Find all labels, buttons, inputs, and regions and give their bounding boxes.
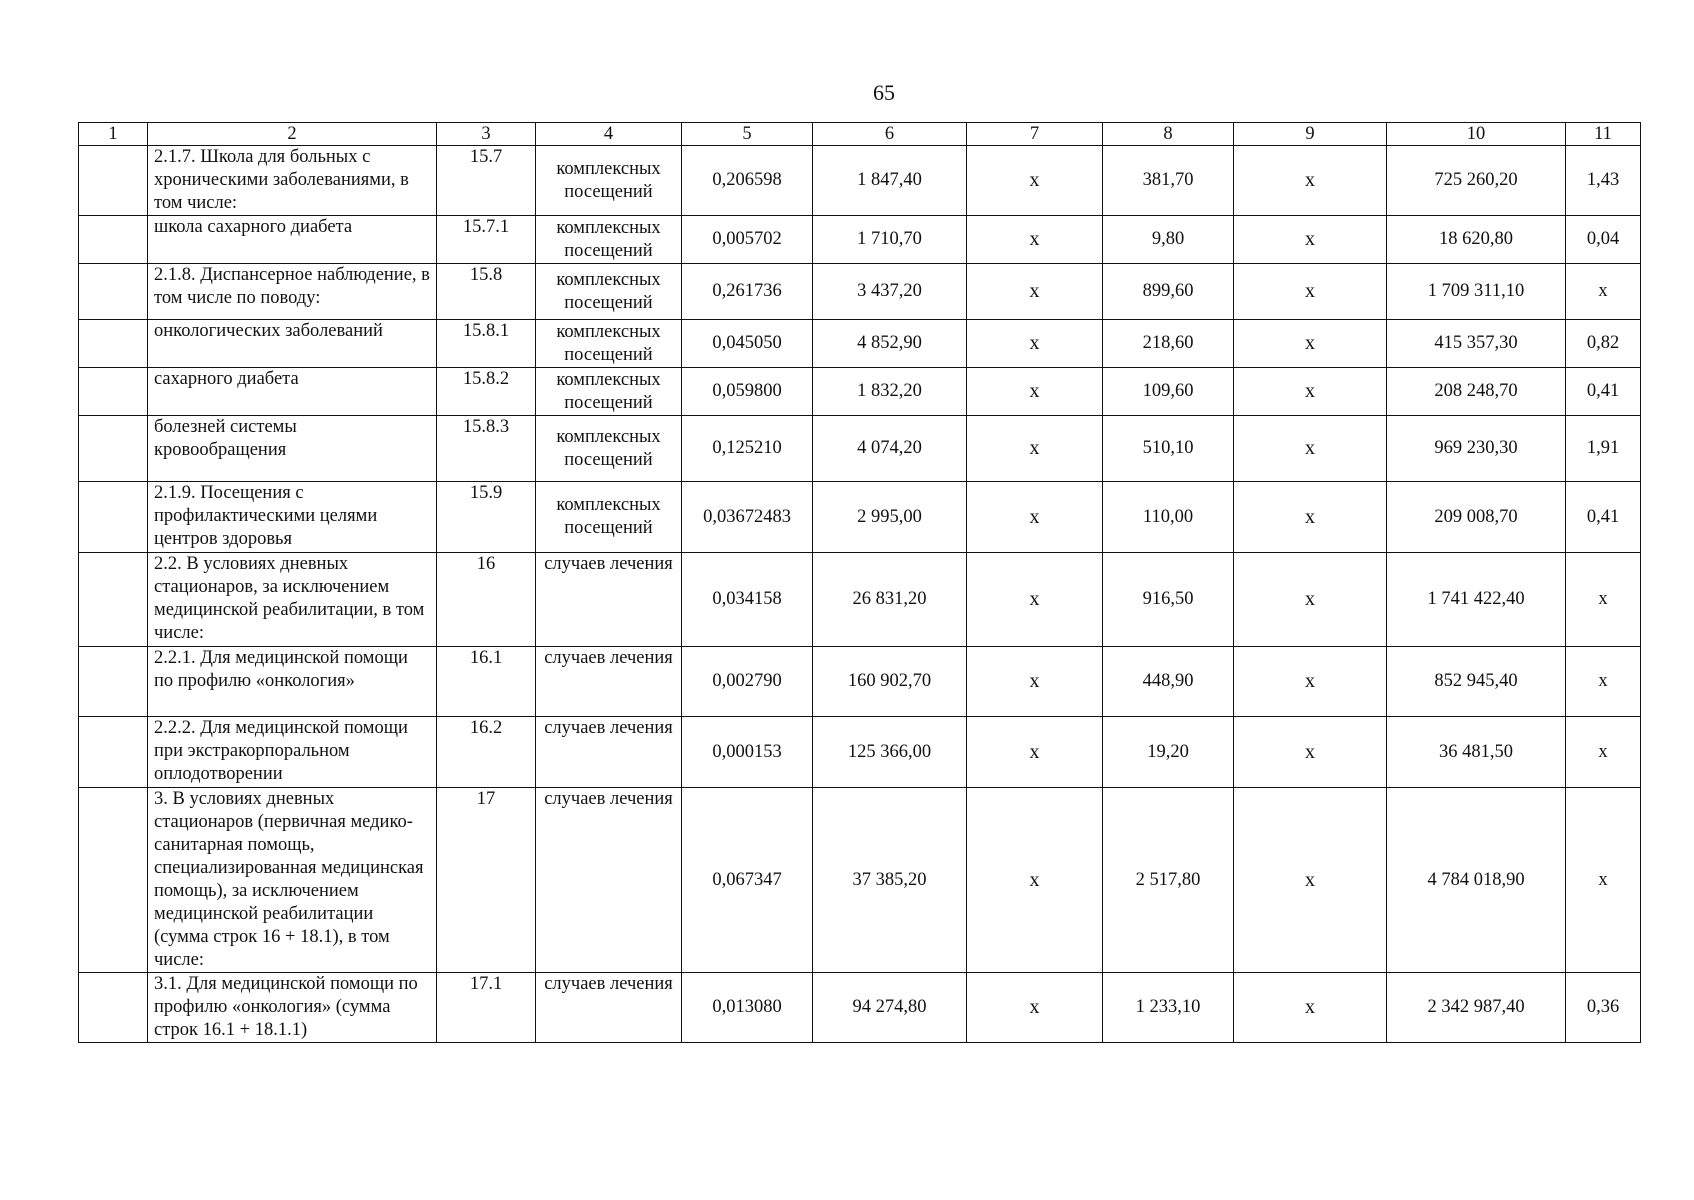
- row-value-cell: х: [1566, 717, 1641, 788]
- row-value-cell: х: [967, 482, 1103, 553]
- row-value-cell: 0,005702: [682, 216, 813, 264]
- row-value-cell: х: [1566, 788, 1641, 973]
- row-value-cell: 0,013080: [682, 973, 813, 1043]
- row-value-cell: 18 620,80: [1387, 216, 1566, 264]
- row-value-cell: 0,067347: [682, 788, 813, 973]
- row-unit-cell: комплексных посещений: [536, 216, 682, 264]
- row-value-cell: х: [967, 973, 1103, 1043]
- row-value-cell: 1 709 311,10: [1387, 264, 1566, 320]
- row-value-cell: х: [1566, 647, 1641, 717]
- row-name-cell: болезней системы кровообращения: [148, 416, 437, 482]
- header-cell: 8: [1103, 123, 1234, 146]
- row-name-cell: 2.2.1. Для медицинской помощи по профилю «онкология»: [148, 647, 437, 717]
- row-value-cell: х: [967, 146, 1103, 216]
- row-unit-cell: комплексных посещений: [536, 482, 682, 553]
- row-name-cell: сахарного диабета: [148, 368, 437, 416]
- row-value-cell: 1 847,40: [813, 146, 967, 216]
- header-cell: 6: [813, 123, 967, 146]
- row-value-cell: 510,10: [1103, 416, 1234, 482]
- row-value-cell: 0,03672483: [682, 482, 813, 553]
- row-value-cell: 1 741 422,40: [1387, 553, 1566, 647]
- row-value-cell: х: [1566, 553, 1641, 647]
- row-value-cell: 725 260,20: [1387, 146, 1566, 216]
- row-value-cell: 218,60: [1103, 320, 1234, 368]
- row-value-cell: 1 832,20: [813, 368, 967, 416]
- row-unit-cell: комплексных посещений: [536, 368, 682, 416]
- row-value-cell: 19,20: [1103, 717, 1234, 788]
- table-row: [79, 647, 1641, 717]
- row-code-cell: 17: [437, 788, 536, 973]
- header-cell: 5: [682, 123, 813, 146]
- row-value-cell: х: [1234, 788, 1387, 973]
- row-value-cell: 0,04: [1566, 216, 1641, 264]
- table-row: [79, 264, 1641, 320]
- header-row: [79, 123, 1641, 146]
- row-value-cell: х: [967, 264, 1103, 320]
- row-unit-cell: комплексных посещений: [536, 320, 682, 368]
- row-code-cell: 15.8: [437, 264, 536, 320]
- row-value-cell: 448,90: [1103, 647, 1234, 717]
- row-value-cell: х: [967, 216, 1103, 264]
- row-value-cell: х: [1234, 553, 1387, 647]
- row-value-cell: 0,059800: [682, 368, 813, 416]
- row-value-cell: 916,50: [1103, 553, 1234, 647]
- row-value-cell: 0,82: [1566, 320, 1641, 368]
- row-name-cell: онкологических заболеваний: [148, 320, 437, 368]
- table-row: [79, 717, 1641, 788]
- row-value-cell: х: [967, 416, 1103, 482]
- row-value-cell: 2 995,00: [813, 482, 967, 553]
- row-code-cell: 16.2: [437, 717, 536, 788]
- data-table: [78, 122, 1641, 1043]
- row-value-cell: 1 710,70: [813, 216, 967, 264]
- row-unit-cell: случаев лечения: [536, 973, 682, 1043]
- row-value-cell: 36 481,50: [1387, 717, 1566, 788]
- row-number-cell: [79, 320, 148, 368]
- row-value-cell: 0,41: [1566, 368, 1641, 416]
- row-unit-cell: случаев лечения: [536, 647, 682, 717]
- row-value-cell: 4 784 018,90: [1387, 788, 1566, 973]
- row-value-cell: 37 385,20: [813, 788, 967, 973]
- row-value-cell: х: [1234, 973, 1387, 1043]
- row-unit-cell: случаев лечения: [536, 553, 682, 647]
- row-code-cell: 17.1: [437, 973, 536, 1043]
- row-unit-cell: комплексных посещений: [536, 146, 682, 216]
- row-value-cell: х: [1234, 146, 1387, 216]
- row-value-cell: 110,00: [1103, 482, 1234, 553]
- header-cell: 9: [1234, 123, 1387, 146]
- row-value-cell: 1,43: [1566, 146, 1641, 216]
- table-row: [79, 788, 1641, 973]
- row-code-cell: 16: [437, 553, 536, 647]
- row-unit-cell: случаев лечения: [536, 788, 682, 973]
- page-number: 65: [873, 80, 895, 105]
- row-name-cell: 3. В условиях дневных стационаров (первичная медико-санитарная помощь, специализированная медицинская помощь), за исключением медицинской реабилитации (сумма строк 16 + 18.1), в том числе:: [148, 788, 437, 973]
- row-value-cell: 0,034158: [682, 553, 813, 647]
- table-row: [79, 146, 1641, 216]
- row-code-cell: 15.7: [437, 146, 536, 216]
- row-value-cell: х: [967, 553, 1103, 647]
- row-name-cell: 2.1.9. Посещения с профилактическими целями центров здоровья: [148, 482, 437, 553]
- row-name-cell: 2.2. В условиях дневных стационаров, за исключением медицинской реабилитации, в том числе:: [148, 553, 437, 647]
- row-value-cell: 209 008,70: [1387, 482, 1566, 553]
- row-value-cell: 381,70: [1103, 146, 1234, 216]
- row-value-cell: х: [1234, 717, 1387, 788]
- header-cell: 1: [79, 123, 148, 146]
- row-value-cell: 109,60: [1103, 368, 1234, 416]
- row-value-cell: х: [967, 320, 1103, 368]
- row-name-cell: 2.1.7. Школа для больных с хроническими заболеваниями, в том числе:: [148, 146, 437, 216]
- row-value-cell: х: [1566, 264, 1641, 320]
- row-value-cell: х: [1234, 416, 1387, 482]
- header-cell: 10: [1387, 123, 1566, 146]
- row-number-cell: [79, 264, 148, 320]
- row-name-cell: школа сахарного диабета: [148, 216, 437, 264]
- row-value-cell: 4 074,20: [813, 416, 967, 482]
- row-code-cell: 15.8.3: [437, 416, 536, 482]
- table-row: [79, 553, 1641, 647]
- table-row: [79, 973, 1641, 1043]
- row-value-cell: 4 852,90: [813, 320, 967, 368]
- table-row: [79, 368, 1641, 416]
- row-value-cell: х: [967, 788, 1103, 973]
- row-value-cell: х: [1234, 647, 1387, 717]
- row-number-cell: [79, 553, 148, 647]
- row-value-cell: 26 831,20: [813, 553, 967, 647]
- row-value-cell: 0,36: [1566, 973, 1641, 1043]
- row-number-cell: [79, 973, 148, 1043]
- header-cell: 4: [536, 123, 682, 146]
- row-unit-cell: комплексных посещений: [536, 264, 682, 320]
- row-name-cell: 3.1. Для медицинской помощи по профилю «онкология» (сумма строк 16.1 + 18.1.1): [148, 973, 437, 1043]
- row-value-cell: 0,002790: [682, 647, 813, 717]
- row-value-cell: х: [967, 368, 1103, 416]
- row-value-cell: 9,80: [1103, 216, 1234, 264]
- row-code-cell: 15.9: [437, 482, 536, 553]
- row-name-cell: 2.1.8. Диспансерное наблюдение, в том числе по поводу:: [148, 264, 437, 320]
- table-row: [79, 482, 1641, 553]
- row-value-cell: 2 517,80: [1103, 788, 1234, 973]
- row-code-cell: 15.8.1: [437, 320, 536, 368]
- row-value-cell: 0,261736: [682, 264, 813, 320]
- row-value-cell: 2 342 987,40: [1387, 973, 1566, 1043]
- row-value-cell: 0,206598: [682, 146, 813, 216]
- row-value-cell: 1,91: [1566, 416, 1641, 482]
- row-number-cell: [79, 482, 148, 553]
- row-value-cell: х: [1234, 368, 1387, 416]
- row-value-cell: 852 945,40: [1387, 647, 1566, 717]
- row-value-cell: х: [1234, 264, 1387, 320]
- row-value-cell: х: [1234, 320, 1387, 368]
- row-value-cell: 1 233,10: [1103, 973, 1234, 1043]
- row-value-cell: 94 274,80: [813, 973, 967, 1043]
- row-number-cell: [79, 717, 148, 788]
- row-value-cell: х: [1234, 216, 1387, 264]
- header-cell: 3: [437, 123, 536, 146]
- header-cell: 11: [1566, 123, 1641, 146]
- row-value-cell: 0,045050: [682, 320, 813, 368]
- row-unit-cell: случаев лечения: [536, 717, 682, 788]
- row-value-cell: х: [967, 717, 1103, 788]
- row-value-cell: 415 357,30: [1387, 320, 1566, 368]
- row-value-cell: 125 366,00: [813, 717, 967, 788]
- row-number-cell: [79, 216, 148, 264]
- row-value-cell: 208 248,70: [1387, 368, 1566, 416]
- row-code-cell: 15.8.2: [437, 368, 536, 416]
- row-number-cell: [79, 416, 148, 482]
- row-code-cell: 16.1: [437, 647, 536, 717]
- row-code-cell: 15.7.1: [437, 216, 536, 264]
- row-name-cell: 2.2.2. Для медицинской помощи при экстракорпоральном оплодотворении: [148, 717, 437, 788]
- row-value-cell: 3 437,20: [813, 264, 967, 320]
- row-value-cell: 969 230,30: [1387, 416, 1566, 482]
- table-row: [79, 216, 1641, 264]
- table-row: [79, 320, 1641, 368]
- header-cell: 7: [967, 123, 1103, 146]
- table-row: [79, 416, 1641, 482]
- row-number-cell: [79, 368, 148, 416]
- row-unit-cell: комплексных посещений: [536, 416, 682, 482]
- row-number-cell: [79, 788, 148, 973]
- row-number-cell: [79, 146, 148, 216]
- row-value-cell: 0,125210: [682, 416, 813, 482]
- row-value-cell: 899,60: [1103, 264, 1234, 320]
- row-value-cell: 160 902,70: [813, 647, 967, 717]
- header-cell: 2: [148, 123, 437, 146]
- row-value-cell: х: [1234, 482, 1387, 553]
- row-value-cell: х: [967, 647, 1103, 717]
- row-value-cell: 0,000153: [682, 717, 813, 788]
- row-value-cell: 0,41: [1566, 482, 1641, 553]
- row-number-cell: [79, 647, 148, 717]
